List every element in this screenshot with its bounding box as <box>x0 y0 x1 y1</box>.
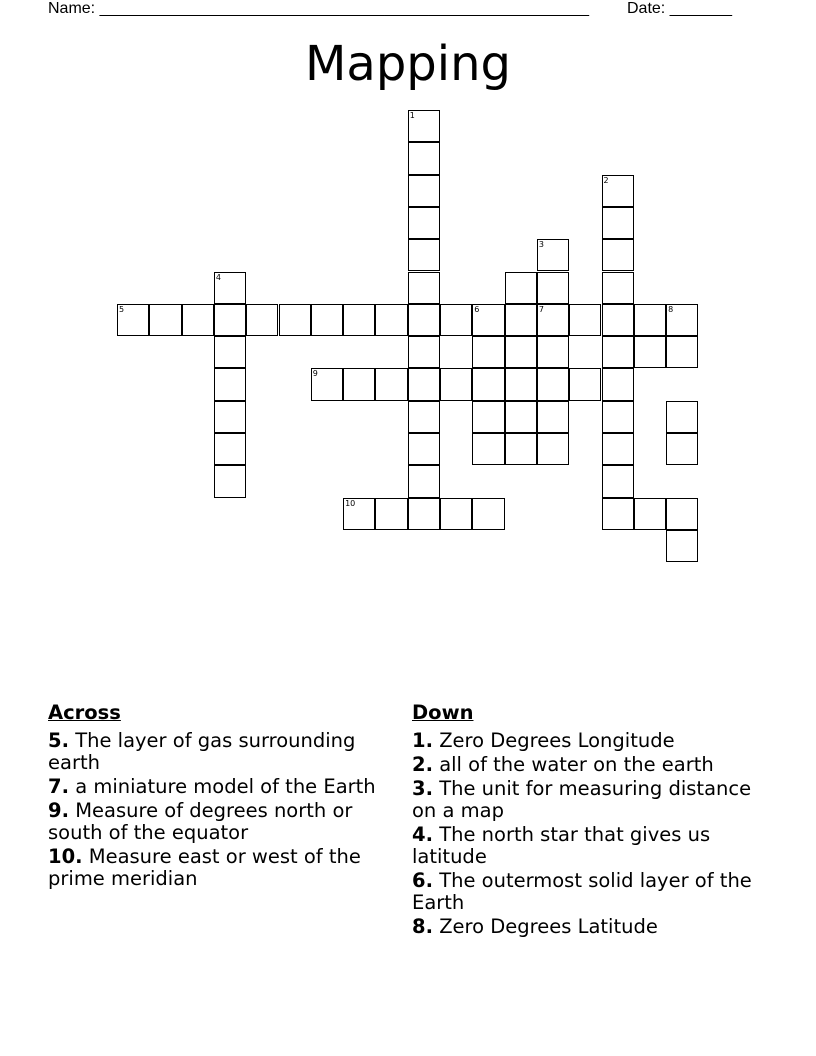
clue-down <box>412 824 757 868</box>
crossword-cell[interactable] <box>666 336 698 368</box>
crossword-cell[interactable] <box>602 207 634 239</box>
clue-number: 6. <box>412 869 433 892</box>
crossword-cell[interactable] <box>537 401 569 433</box>
clue-number: 9. <box>48 799 69 822</box>
crossword-cell[interactable] <box>214 401 246 433</box>
crossword-cell[interactable] <box>408 401 440 433</box>
clue-text: Measure of degrees north or south of the equator <box>48 799 353 844</box>
crossword-cell[interactable] <box>343 304 375 336</box>
name-field[interactable]: Name: _______________________________________________________ <box>48 0 589 17</box>
clue-text: Zero Degrees Longitude <box>439 729 675 752</box>
clue-text: The north star that gives us latitude <box>412 823 711 868</box>
crossword-cell[interactable] <box>408 142 440 174</box>
clue-text: a miniature model of the Earth <box>75 775 376 798</box>
page-title: Mapping <box>305 36 511 92</box>
crossword-cell[interactable] <box>246 304 278 336</box>
crossword-cell[interactable] <box>408 110 440 142</box>
crossword-cell[interactable] <box>472 336 504 368</box>
crossword-cell[interactable] <box>311 304 343 336</box>
clue-text: The layer of gas surrounding earth <box>48 729 356 774</box>
clue-text: The unit for measuring distance on a map <box>412 777 752 822</box>
clue-number: 2. <box>412 753 433 776</box>
crossword-cell[interactable] <box>182 304 214 336</box>
clue-number-label: 9 <box>312 369 318 379</box>
clue-down <box>412 730 757 752</box>
crossword-cell[interactable] <box>602 239 634 271</box>
clue-number-label: 3 <box>538 240 544 250</box>
crossword-cell[interactable] <box>537 272 569 304</box>
crossword-cell[interactable] <box>214 465 246 497</box>
clue-down <box>412 916 757 938</box>
crossword-cell[interactable] <box>569 304 601 336</box>
crossword-cell[interactable] <box>472 368 504 400</box>
crossword-cell[interactable] <box>214 304 246 336</box>
crossword-cell[interactable] <box>602 498 634 530</box>
crossword-cell[interactable] <box>408 465 440 497</box>
clue-down <box>412 870 757 914</box>
crossword-cell[interactable] <box>666 401 698 433</box>
crossword-cell[interactable] <box>505 433 537 465</box>
clue-number-label: 2 <box>603 175 609 185</box>
down-heading: Down <box>412 701 474 724</box>
clue-number: 3. <box>412 777 433 800</box>
crossword-cell[interactable] <box>214 336 246 368</box>
clue-number-label: 4 <box>215 272 221 282</box>
down-clues <box>412 702 757 940</box>
crossword-cell[interactable] <box>537 239 569 271</box>
clue-number: 4. <box>412 823 433 846</box>
crossword-cell[interactable] <box>505 401 537 433</box>
crossword-cell[interactable] <box>602 401 634 433</box>
crossword-cell[interactable] <box>472 433 504 465</box>
clue-number-label: 6 <box>474 304 480 314</box>
crossword-cell[interactable] <box>214 433 246 465</box>
crossword-cell[interactable] <box>311 368 343 400</box>
crossword-cell[interactable] <box>537 304 569 336</box>
crossword-cell[interactable] <box>375 368 407 400</box>
crossword-cell[interactable] <box>472 304 504 336</box>
clue-number: 8. <box>412 915 433 938</box>
crossword-cell[interactable] <box>472 401 504 433</box>
crossword-cell[interactable] <box>440 304 472 336</box>
crossword-cell[interactable] <box>408 336 440 368</box>
clue-text: The outermost solid layer of the Earth <box>412 869 752 914</box>
crossword-cell[interactable] <box>537 433 569 465</box>
clue-across <box>48 800 388 844</box>
crossword-cell[interactable] <box>408 207 440 239</box>
crossword-cell[interactable] <box>602 368 634 400</box>
crossword-cell[interactable] <box>117 304 149 336</box>
across-clues <box>48 702 388 892</box>
crossword-cell[interactable] <box>408 433 440 465</box>
clue-down <box>412 778 757 822</box>
clue-number-label: 5 <box>119 304 125 314</box>
crossword-cell[interactable] <box>634 336 666 368</box>
crossword-cell[interactable] <box>343 498 375 530</box>
crossword-cell[interactable] <box>505 272 537 304</box>
clue-text: Zero Degrees Latitude <box>439 915 658 938</box>
crossword-cell[interactable] <box>602 433 634 465</box>
crossword-cell[interactable] <box>602 175 634 207</box>
crossword-cell[interactable] <box>505 304 537 336</box>
clue-down <box>412 754 757 776</box>
crossword-cell[interactable] <box>343 368 375 400</box>
date-field[interactable]: Date: _______ <box>627 0 732 17</box>
crossword-cell[interactable] <box>602 272 634 304</box>
clue-number-label: 1 <box>409 111 415 120</box>
crossword-cell[interactable] <box>279 304 311 336</box>
crossword-cell[interactable] <box>569 368 601 400</box>
crossword-cell[interactable] <box>634 304 666 336</box>
crossword-cell[interactable] <box>505 336 537 368</box>
crossword-cell[interactable] <box>408 304 440 336</box>
crossword-cell[interactable] <box>634 498 666 530</box>
crossword-cell[interactable] <box>375 304 407 336</box>
clue-number-label: 8 <box>668 304 674 314</box>
clue-number-label: 7 <box>538 304 544 314</box>
crossword-cell[interactable] <box>666 304 698 336</box>
crossword-cell[interactable] <box>408 175 440 207</box>
crossword-cell[interactable] <box>602 304 634 336</box>
clue-number-label: 10 <box>345 498 356 508</box>
crossword-cell[interactable] <box>666 498 698 530</box>
crossword-cell[interactable] <box>666 433 698 465</box>
clue-number: 1. <box>412 729 433 752</box>
crossword-cell[interactable] <box>408 368 440 400</box>
crossword-cell[interactable] <box>408 498 440 530</box>
clue-across <box>48 846 388 890</box>
crossword-cell[interactable] <box>537 336 569 368</box>
crossword-cell[interactable] <box>505 368 537 400</box>
across-heading: Across <box>48 701 121 724</box>
crossword-cell[interactable] <box>408 239 440 271</box>
crossword-cell[interactable] <box>408 272 440 304</box>
crossword-cell[interactable] <box>537 368 569 400</box>
crossword-cell[interactable] <box>602 465 634 497</box>
crossword-cell[interactable] <box>375 498 407 530</box>
crossword-cell[interactable] <box>214 368 246 400</box>
crossword-cell[interactable] <box>214 272 246 304</box>
clue-text: Measure east or west of the prime meridian <box>48 845 361 890</box>
clue-number: 10. <box>48 845 83 868</box>
clue-across <box>48 776 388 798</box>
crossword-cell[interactable] <box>149 304 181 336</box>
clue-number: 7. <box>48 775 69 798</box>
clue-across <box>48 730 388 774</box>
clue-number: 5. <box>48 729 69 752</box>
crossword-cell[interactable] <box>440 368 472 400</box>
crossword-cell[interactable] <box>666 530 698 562</box>
crossword-cell[interactable] <box>472 498 504 530</box>
clue-text: all of the water on the earth <box>439 753 714 776</box>
crossword-cell[interactable] <box>440 498 472 530</box>
crossword-cell[interactable] <box>602 336 634 368</box>
